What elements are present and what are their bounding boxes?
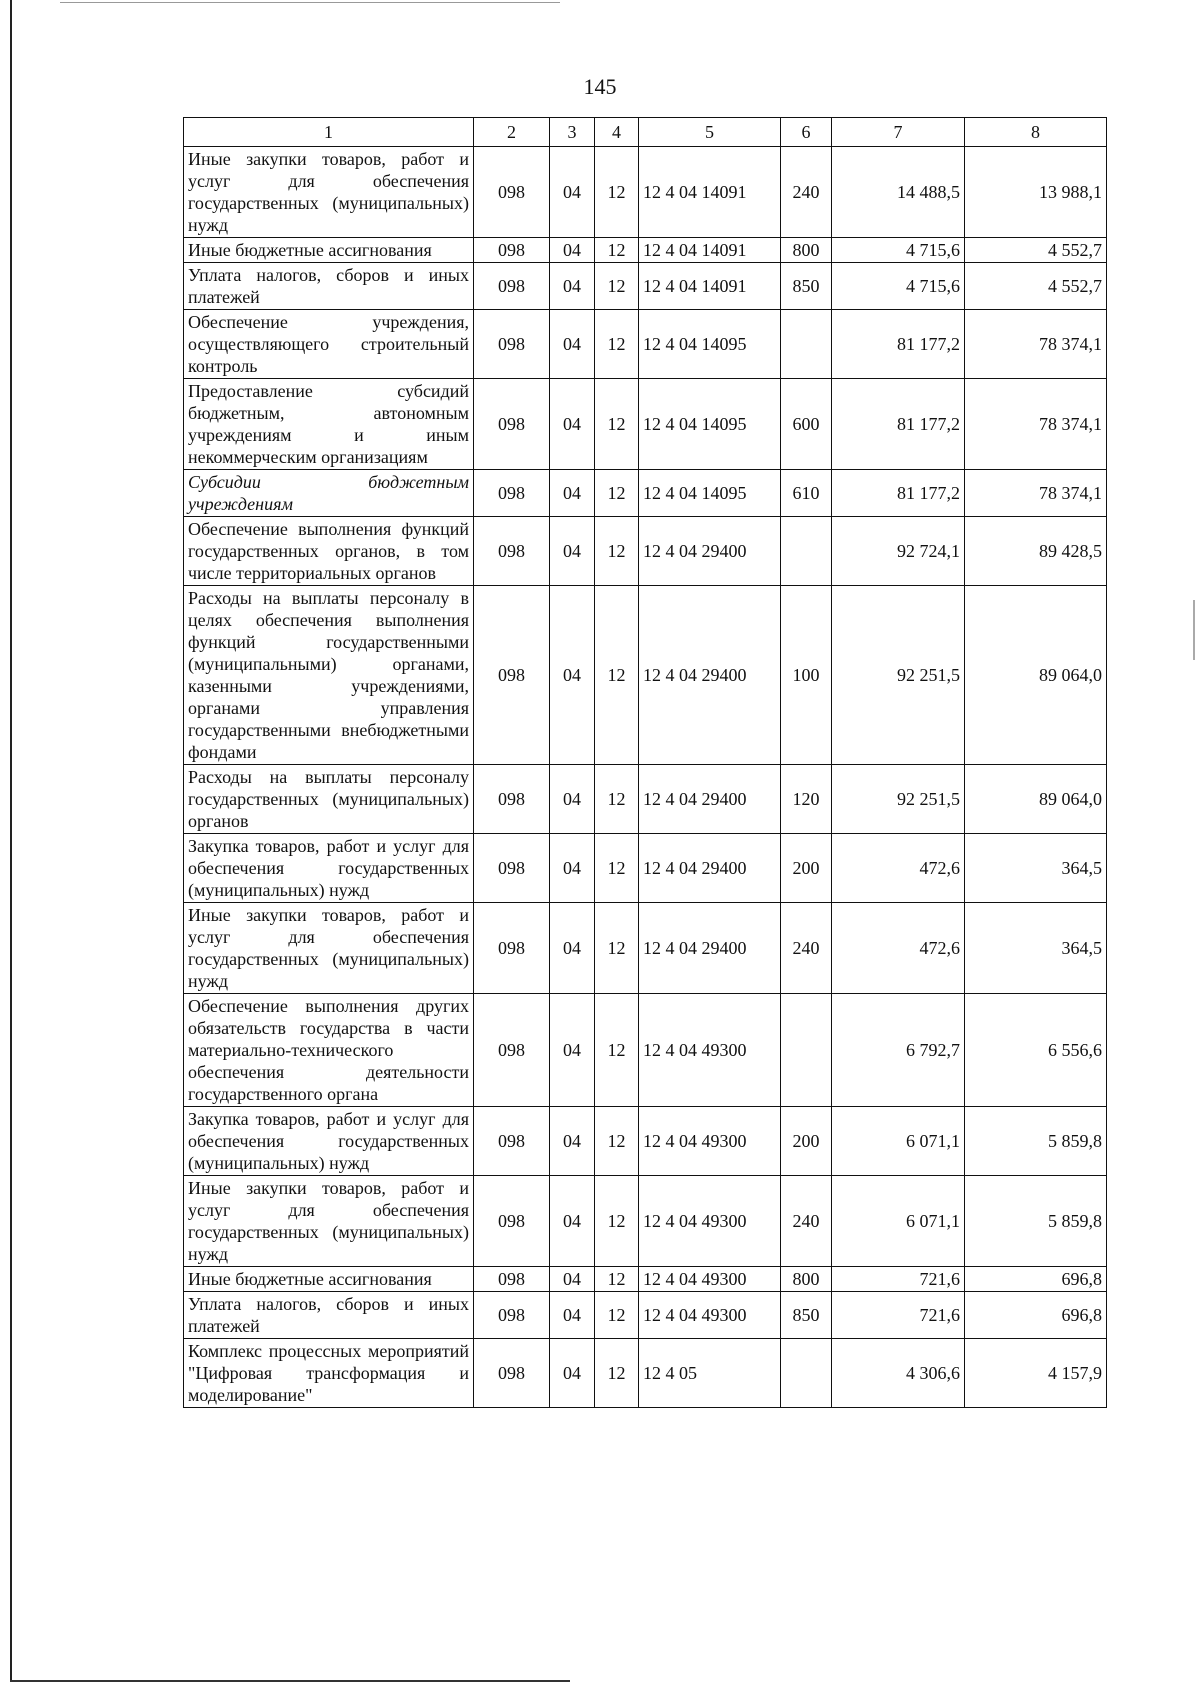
ministry-code-cell: 098 (474, 586, 550, 765)
amount-year2-cell: 78 374,1 (965, 470, 1107, 517)
table-row (184, 586, 1107, 765)
amount-year2-cell: 89 064,0 (965, 586, 1107, 765)
expense-type-cell: 240 (781, 1176, 832, 1267)
expense-name-cell: Комплекс процессных мероприятий "Цифровая трансформация и моделирование" (184, 1339, 474, 1408)
ministry-code-cell: 098 (474, 517, 550, 586)
amount-year1-cell: 721,6 (832, 1292, 965, 1339)
expense-name-cell: Иные закупки товаров, работ и услуг для обеспечения государственных (муниципальных) нужд (184, 147, 474, 238)
expense-name-cell: Расходы на выплаты персоналу в целях обеспечения выполнения функций государственными (муниципальными) органами, казенными учреждениями, органами управления государственными внебюджетными фондами (184, 586, 474, 765)
table-body (184, 147, 1107, 1408)
amount-year1-cell: 92 724,1 (832, 517, 965, 586)
header-cell: 2 (474, 118, 550, 147)
section-code-cell: 04 (550, 1176, 595, 1267)
subsection-code-cell: 12 (595, 1176, 639, 1267)
amount-year1-cell: 4 715,6 (832, 238, 965, 263)
section-code-cell: 04 (550, 994, 595, 1107)
target-article-cell: 12 4 04 29400 (639, 765, 781, 834)
expense-name-cell: Расходы на выплаты персоналу государственных (муниципальных) органов (184, 765, 474, 834)
subsection-code-cell: 12 (595, 147, 639, 238)
ministry-code-cell: 098 (474, 1107, 550, 1176)
amount-year2-cell: 89 064,0 (965, 765, 1107, 834)
amount-year2-cell: 6 556,6 (965, 994, 1107, 1107)
ministry-code-cell: 098 (474, 1176, 550, 1267)
amount-year2-cell: 78 374,1 (965, 379, 1107, 470)
section-code-cell: 04 (550, 517, 595, 586)
expense-name-cell: Уплата налогов, сборов и иных платежей (184, 263, 474, 310)
target-article-cell: 12 4 04 14095 (639, 379, 781, 470)
ministry-code-cell: 098 (474, 994, 550, 1107)
amount-year1-cell: 4 715,6 (832, 263, 965, 310)
subsection-code-cell: 12 (595, 1339, 639, 1408)
amount-year2-cell: 364,5 (965, 903, 1107, 994)
expense-name-cell: Иные закупки товаров, работ и услуг для обеспечения государственных (муниципальных) нужд (184, 1176, 474, 1267)
expense-type-cell: 100 (781, 586, 832, 765)
subsection-code-cell: 12 (595, 263, 639, 310)
ministry-code-cell: 098 (474, 1292, 550, 1339)
amount-year1-cell: 81 177,2 (832, 470, 965, 517)
ministry-code-cell: 098 (474, 147, 550, 238)
section-code-cell: 04 (550, 1267, 595, 1292)
amount-year1-cell: 14 488,5 (832, 147, 965, 238)
target-article-cell: 12 4 04 49300 (639, 994, 781, 1107)
amount-year2-cell: 364,5 (965, 834, 1107, 903)
ministry-code-cell: 098 (474, 1339, 550, 1408)
target-article-cell: 12 4 04 29400 (639, 834, 781, 903)
subsection-code-cell: 12 (595, 517, 639, 586)
amount-year1-cell: 92 251,5 (832, 586, 965, 765)
section-code-cell: 04 (550, 903, 595, 994)
amount-year2-cell: 4 552,7 (965, 263, 1107, 310)
table-row (184, 1176, 1107, 1267)
table-row (184, 310, 1107, 379)
subsection-code-cell: 12 (595, 994, 639, 1107)
expense-name-cell: Обеспечение учреждения, осуществляющего строительный контроль (184, 310, 474, 379)
amount-year1-cell: 92 251,5 (832, 765, 965, 834)
subsection-code-cell: 12 (595, 238, 639, 263)
section-code-cell: 04 (550, 310, 595, 379)
subsection-code-cell: 12 (595, 586, 639, 765)
expense-name-cell: Уплата налогов, сборов и иных платежей (184, 1292, 474, 1339)
expense-name-cell: Иные бюджетные ассигнования (184, 238, 474, 263)
subsection-code-cell: 12 (595, 834, 639, 903)
section-code-cell: 04 (550, 834, 595, 903)
section-code-cell: 04 (550, 1339, 595, 1408)
scan-edge-top (60, 2, 560, 3)
expense-type-cell (781, 1339, 832, 1408)
header-row (184, 118, 1107, 147)
scan-edge-bottom (10, 1680, 570, 1682)
ministry-code-cell: 098 (474, 470, 550, 517)
expense-name-cell: Иные закупки товаров, работ и услуг для обеспечения государственных (муниципальных) нужд (184, 903, 474, 994)
amount-year1-cell: 81 177,2 (832, 379, 965, 470)
target-article-cell: 12 4 04 14091 (639, 263, 781, 310)
expense-type-cell: 850 (781, 1292, 832, 1339)
subsection-code-cell: 12 (595, 1292, 639, 1339)
table-row (184, 903, 1107, 994)
expense-type-cell: 800 (781, 238, 832, 263)
ministry-code-cell: 098 (474, 310, 550, 379)
table-row (184, 238, 1107, 263)
target-article-cell: 12 4 04 29400 (639, 517, 781, 586)
scan-edge-right (1193, 600, 1195, 660)
expense-type-cell (781, 517, 832, 586)
expense-type-cell: 120 (781, 765, 832, 834)
table-row (184, 147, 1107, 238)
amount-year2-cell: 696,8 (965, 1292, 1107, 1339)
expense-type-cell: 850 (781, 263, 832, 310)
amount-year2-cell: 78 374,1 (965, 310, 1107, 379)
header-cell: 1 (184, 118, 474, 147)
subsection-code-cell: 12 (595, 470, 639, 517)
target-article-cell: 12 4 04 49300 (639, 1267, 781, 1292)
section-code-cell: 04 (550, 238, 595, 263)
section-code-cell: 04 (550, 586, 595, 765)
section-code-cell: 04 (550, 765, 595, 834)
amount-year1-cell: 6 071,1 (832, 1176, 965, 1267)
ministry-code-cell: 098 (474, 379, 550, 470)
expense-type-cell: 240 (781, 903, 832, 994)
amount-year1-cell: 721,6 (832, 1267, 965, 1292)
amount-year2-cell: 4 157,9 (965, 1339, 1107, 1408)
amount-year1-cell: 6 792,7 (832, 994, 965, 1107)
table-row (184, 1339, 1107, 1408)
amount-year2-cell: 5 859,8 (965, 1176, 1107, 1267)
expense-type-cell: 600 (781, 379, 832, 470)
expense-name-cell: Предоставление субсидий бюджетным, автономным учреждениям и иным некоммерческим организациям (184, 379, 474, 470)
expense-name-cell: Обеспечение выполнения других обязательств государства в части материально-технического обеспечения деятельности государственного органа (184, 994, 474, 1107)
scan-edge-left (10, 0, 12, 1680)
section-code-cell: 04 (550, 147, 595, 238)
expense-name-cell: Иные бюджетные ассигнования (184, 1267, 474, 1292)
expense-name-cell: Закупка товаров, работ и услуг для обеспечения государственных (муниципальных) нужд (184, 1107, 474, 1176)
ministry-code-cell: 098 (474, 903, 550, 994)
expense-type-cell: 200 (781, 1107, 832, 1176)
amount-year1-cell: 472,6 (832, 834, 965, 903)
target-article-cell: 12 4 05 (639, 1339, 781, 1408)
table-row (184, 1107, 1107, 1176)
amount-year1-cell: 6 071,1 (832, 1107, 965, 1176)
header-cell: 7 (832, 118, 965, 147)
table-row (184, 765, 1107, 834)
amount-year2-cell: 696,8 (965, 1267, 1107, 1292)
expense-name-cell: Субсидии бюджетным учреждениям (184, 470, 474, 517)
table-row (184, 379, 1107, 470)
target-article-cell: 12 4 04 14095 (639, 310, 781, 379)
subsection-code-cell: 12 (595, 1267, 639, 1292)
amount-year1-cell: 81 177,2 (832, 310, 965, 379)
ministry-code-cell: 098 (474, 765, 550, 834)
table-row (184, 834, 1107, 903)
section-code-cell: 04 (550, 379, 595, 470)
header-cell: 6 (781, 118, 832, 147)
expense-type-cell: 800 (781, 1267, 832, 1292)
table-row (184, 517, 1107, 586)
amount-year2-cell: 5 859,8 (965, 1107, 1107, 1176)
amount-year1-cell: 472,6 (832, 903, 965, 994)
expense-type-cell: 610 (781, 470, 832, 517)
header-cell: 3 (550, 118, 595, 147)
page-number: 145 (583, 74, 617, 99)
subsection-code-cell: 12 (595, 903, 639, 994)
target-article-cell: 12 4 04 49300 (639, 1292, 781, 1339)
expense-name-cell: Обеспечение выполнения функций государственных органов, в том числе территориальных органов (184, 517, 474, 586)
header-cell: 5 (639, 118, 781, 147)
ministry-code-cell: 098 (474, 834, 550, 903)
section-code-cell: 04 (550, 470, 595, 517)
header-cell: 4 (595, 118, 639, 147)
section-code-cell: 04 (550, 263, 595, 310)
target-article-cell: 12 4 04 49300 (639, 1107, 781, 1176)
table-row (184, 1292, 1107, 1339)
ministry-code-cell: 098 (474, 238, 550, 263)
target-article-cell: 12 4 04 49300 (639, 1176, 781, 1267)
target-article-cell: 12 4 04 14091 (639, 147, 781, 238)
header-cell: 8 (965, 118, 1107, 147)
subsection-code-cell: 12 (595, 1107, 639, 1176)
subsection-code-cell: 12 (595, 310, 639, 379)
amount-year1-cell: 4 306,6 (832, 1339, 965, 1408)
ministry-code-cell: 098 (474, 263, 550, 310)
subsection-code-cell: 12 (595, 379, 639, 470)
ministry-code-cell: 098 (474, 1267, 550, 1292)
amount-year2-cell: 89 428,5 (965, 517, 1107, 586)
table-row (184, 1267, 1107, 1292)
subsection-code-cell: 12 (595, 765, 639, 834)
amount-year2-cell: 13 988,1 (965, 147, 1107, 238)
table-row (184, 470, 1107, 517)
section-code-cell: 04 (550, 1292, 595, 1339)
expense-name-cell: Закупка товаров, работ и услуг для обеспечения государственных (муниципальных) нужд (184, 834, 474, 903)
budget-table (183, 117, 1107, 1408)
target-article-cell: 12 4 04 29400 (639, 903, 781, 994)
amount-year2-cell: 4 552,7 (965, 238, 1107, 263)
section-code-cell: 04 (550, 1107, 595, 1176)
table-row (184, 263, 1107, 310)
target-article-cell: 12 4 04 29400 (639, 586, 781, 765)
expense-type-cell (781, 310, 832, 379)
expense-type-cell (781, 994, 832, 1107)
target-article-cell: 12 4 04 14095 (639, 470, 781, 517)
table-row (184, 994, 1107, 1107)
expense-type-cell: 200 (781, 834, 832, 903)
target-article-cell: 12 4 04 14091 (639, 238, 781, 263)
expense-type-cell: 240 (781, 147, 832, 238)
